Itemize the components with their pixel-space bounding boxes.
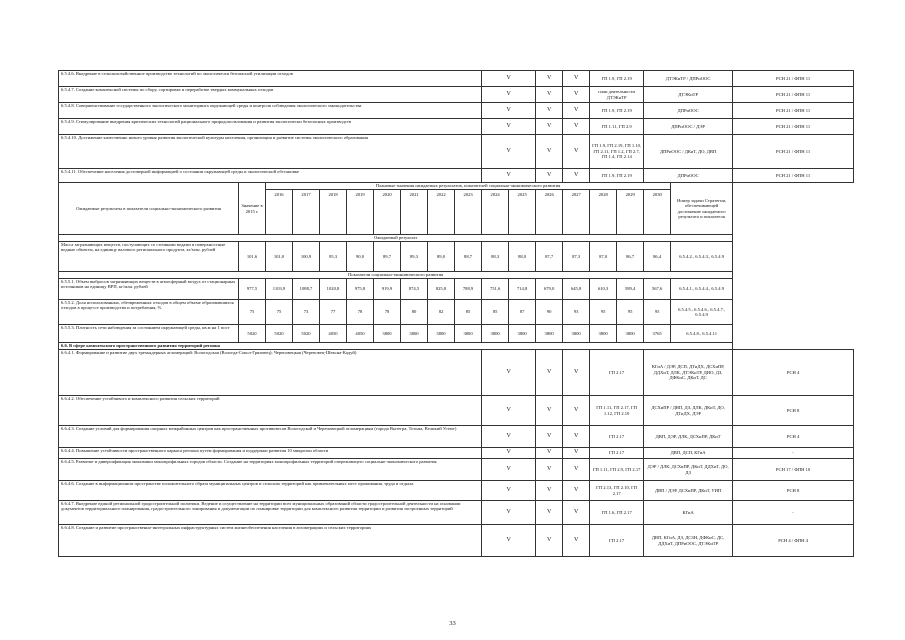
measure-row xyxy=(59,135,854,169)
indicator-value: 95 xyxy=(590,300,617,325)
measure-text: 6.6.4.4. Повышение устойчивости пространственного каркаса региона путем формирования и поддержки развития 10 микрозон области xyxy=(59,448,482,459)
responsible: ДПРиООС xyxy=(644,169,733,183)
period-mark: V xyxy=(563,103,590,119)
state-program: ГП 1.6, ГП 2.17 xyxy=(590,501,644,525)
state-program: ГП 1.11, ГП 2.9, ГП 2.17 xyxy=(590,459,644,481)
document-ref: - xyxy=(733,448,854,459)
indicator-value: 751,6 xyxy=(482,279,509,300)
indicator-value: 80 xyxy=(401,300,428,325)
responsible: ДПРиООС / ДКиТ, ДО, ДВП xyxy=(644,135,733,169)
period-mark: V xyxy=(563,350,590,396)
period-mark: V xyxy=(482,119,536,135)
indicator-value: 610,3 xyxy=(590,279,617,300)
results-subheader: Показатели социально-экономического развития xyxy=(59,272,733,279)
period-mark: V xyxy=(482,169,536,183)
measure-row xyxy=(59,396,854,426)
measure-text: 6.5.4.10. Достижение качественно нового уровня развития экологической культуры населения, организация и развитие системы экологического образования xyxy=(59,135,482,169)
section-6-6 xyxy=(59,343,854,350)
period-mark: V xyxy=(563,119,590,135)
value-2015-header: Значение в 2015 г. xyxy=(239,183,266,235)
indicator-value: 4050 xyxy=(320,325,347,343)
indicator-row xyxy=(59,279,854,300)
years-row xyxy=(266,190,670,234)
measure-row xyxy=(59,525,854,557)
measure-row xyxy=(59,169,854,183)
measure-row xyxy=(59,71,854,87)
indicator-value: 3800 xyxy=(482,325,509,343)
indicator-value: 77 xyxy=(320,300,347,325)
period-mark: V xyxy=(563,71,590,87)
task-number: 6.5.4.5., 6.5.4.6., 6.5.4.7., 6.5.4.9 xyxy=(671,300,733,325)
indicator-value: 88,7 xyxy=(455,242,482,272)
indicator-value: 75 xyxy=(239,300,266,325)
document-ref: РСН 4 / ФПН 4 xyxy=(733,525,854,557)
document-ref: РСН 17 / ФПН 10 xyxy=(733,459,854,481)
results-header-label: Ожидаемые результаты в показатели социально-экономического развития xyxy=(59,183,239,235)
indicator-value: 567,6 xyxy=(644,279,671,300)
indicator-value: 78 xyxy=(347,300,374,325)
results-block xyxy=(59,183,854,235)
measures-bottom xyxy=(59,350,854,557)
indicator-value: 82 xyxy=(428,300,455,325)
responsible: ДТЭКиТР / ДПРиООС xyxy=(644,71,733,87)
year-header: 2025 xyxy=(508,190,535,234)
indicator-value: 95,3 xyxy=(320,242,347,272)
measure-text: 6.5.4.8. Совершенствование государственного экологического мониторинга окружающей среды и контроля соблюдения экологического законодательства xyxy=(59,103,482,119)
period-mark: V xyxy=(563,501,590,525)
period-mark: V xyxy=(563,426,590,448)
document-ref: РСН 4 xyxy=(733,426,854,448)
planned-title: Плановые значения ожидаемых результатов, показателей социально-экономического развития xyxy=(266,183,670,190)
period-mark: V xyxy=(536,103,563,119)
responsible: КГиА / ДЭР, ДСП, ДТиДХ, ДСХиПР, ДДХиТ, ДЛК, ДТЭКиТР, ДИО, ДЗ, ДФКиС, ДКиТ, ДС xyxy=(644,350,733,396)
measures-top xyxy=(59,71,854,183)
indicator-value: 3800 xyxy=(563,325,590,343)
measure-text: 6.5.4.7. Создание комплексной системы по сбору, сортировке и переработке твердых коммунальных отходов xyxy=(59,87,482,103)
indicator-value: 73 xyxy=(293,300,320,325)
period-mark: V xyxy=(482,350,536,396)
year-header: 2028 xyxy=(589,190,616,234)
section-title: 6.6. В сфере комплексного пространственного развития территорий региона xyxy=(59,343,733,350)
indicator-value: 679,0 xyxy=(536,279,563,300)
period-mark: V xyxy=(563,87,590,103)
period-mark: V xyxy=(563,169,590,183)
year-header: 2027 xyxy=(562,190,589,234)
task-number: 6.5.4.8., 6.5.4.11 xyxy=(671,325,733,343)
period-mark: V xyxy=(482,426,536,448)
indicator-value: 3800 xyxy=(428,325,455,343)
period-mark: V xyxy=(563,481,590,501)
period-mark: V xyxy=(563,525,590,557)
period-mark: V xyxy=(536,481,563,501)
results-subheader-row xyxy=(59,235,854,242)
state-program: ГП 1.9, ГП 2.19, ГП 1.10, ГП 2.11, ГП 1.2, ГП 2.7, ГП 1.4, ГП 2.14 xyxy=(590,135,644,169)
responsible: ДСХиПР / ДВП, ДЗ, ДЛК, ДКиТ, ДО, ДТиДХ, ДЭР xyxy=(644,396,733,426)
period-mark: V xyxy=(536,459,563,481)
measure-text: 6.5.4.9. Стимулирование внедрения критических технологий рационального природопользования и развития экологически безопасных производств xyxy=(59,119,482,135)
indicator-value: 5020 xyxy=(266,325,293,343)
state-program: ГП 2.17 xyxy=(590,350,644,396)
measure-row xyxy=(59,481,854,501)
state-program: ГП 2.17 xyxy=(590,426,644,448)
measure-text: 6.5.4.6. Внедрение в сельскохозяйственное производство технологий по экологически безопасной утилизации отходов xyxy=(59,71,482,87)
indicator-value: 3800 xyxy=(509,325,536,343)
year-header: 2016 xyxy=(274,192,284,197)
indicator-value: 87 xyxy=(509,300,536,325)
indicator-name: 6.5.5.3. Плотность сети наблюдения за состоянием окружающей среды, кв.м на 1 пост xyxy=(59,325,239,343)
indicator-value: 86,4 xyxy=(644,242,671,272)
period-mark: V xyxy=(482,103,536,119)
indicator-value: 714,8 xyxy=(509,279,536,300)
indicator-value: 87,3 xyxy=(563,242,590,272)
document-ref: РСН 8 xyxy=(733,481,854,501)
state-program: ГП 1.11, ГП 2.17, ГП 1.12, ГП 2.10 xyxy=(590,396,644,426)
measure-text: 6.6.4.6. Создание в информационном пространстве положительного образа муниципальных центров и сельских территорий как привлекательных мест проживания, труда и отдыха xyxy=(59,481,482,501)
indicator-value: 3800 xyxy=(401,325,428,343)
responsible: ДВП, ДЭР, ДЛК, ДСХиПР, ДКиТ xyxy=(644,426,733,448)
period-mark: V xyxy=(482,459,536,481)
results-rows xyxy=(59,235,854,343)
period-mark: V xyxy=(563,448,590,459)
indicator-value: 95 xyxy=(617,300,644,325)
strategy-table xyxy=(58,70,854,557)
task-number: 6.5.4.1., 6.5.4.4., 6.5.4.9 xyxy=(671,279,733,300)
period-mark: V xyxy=(536,71,563,87)
indicator-value: 88,0 xyxy=(509,242,536,272)
task-number: 6.5.4.2., 6.5.4.3., 6.5.4.9 xyxy=(671,242,733,272)
year-header: 2026 xyxy=(535,190,562,234)
document-ref: РСН 8 xyxy=(733,396,854,426)
measure-row xyxy=(59,350,854,396)
indicator-value: 645,8 xyxy=(563,279,590,300)
indicator-value: 5020 xyxy=(239,325,266,343)
indicator-value: 95 xyxy=(644,300,671,325)
results-subheader: Ожидаемый результат xyxy=(59,235,733,242)
responsible: КГиА xyxy=(644,501,733,525)
responsible: ДВП, КГиА, ДЗ, ДСЗН, ДФКиС, ДС, ДДХиТ, ДПРиООС, ДТЭКиТР xyxy=(644,525,733,557)
measure-text: 6.6.4.8. Создание и развитие пространственно-интегральных инфраструктурных систем жизнеобеспечения населения в агломерациях и сельских территориях xyxy=(59,525,482,557)
period-mark: V xyxy=(536,525,563,557)
responsible: ДВП, ДСП, КГиА xyxy=(644,448,733,459)
period-mark: V xyxy=(482,87,536,103)
period-mark: V xyxy=(482,71,536,87)
results-subheader-row xyxy=(59,272,854,279)
indicator-value: 919,9 xyxy=(374,279,401,300)
year-header: 2021 xyxy=(400,190,427,234)
period-mark: V xyxy=(563,396,590,426)
indicator-value: 4050 xyxy=(347,325,374,343)
year-header: 2017 xyxy=(292,190,319,234)
period-mark: V xyxy=(536,135,563,169)
indicator-value: 101,0 xyxy=(266,242,293,272)
period-mark: V xyxy=(536,119,563,135)
year-header: 2020 xyxy=(373,190,400,234)
indicator-value: 1088,7 xyxy=(293,279,320,300)
year-header: 2029 xyxy=(616,190,643,234)
indicator-value: 93 xyxy=(563,300,590,325)
indicator-value: 90 xyxy=(536,300,563,325)
indicator-value: 975,8 xyxy=(347,279,374,300)
measure-row xyxy=(59,87,854,103)
year-header: 2023 xyxy=(454,190,481,234)
year-header: 2024 xyxy=(481,190,508,234)
indicator-value: 3800 xyxy=(536,325,563,343)
indicator-value: 85 xyxy=(455,300,482,325)
period-mark: V xyxy=(482,135,536,169)
task-number-header: Номер задачи Стратегии, обеспечивающей достижение ожидаемого результата и показателя xyxy=(671,183,733,235)
document-ref: РСН 21 / ФПН 11 xyxy=(733,87,854,103)
year-header: 2030 xyxy=(643,190,670,234)
state-program: ГП 1.9, ГП 2.19 xyxy=(590,103,644,119)
responsible: ДВП / ДЭР, ДСХиПР, ДКиТ, УИП xyxy=(644,481,733,501)
indicator-row xyxy=(59,325,854,343)
measure-text: 6.6.4.5. Развитие и диверсификация экономики монопрофильных городов области. Создание на территориях монопрофильных территорий опережающего социально-экономического развития xyxy=(59,459,482,481)
measure-row xyxy=(59,448,854,459)
indicator-value: 874,5 xyxy=(401,279,428,300)
indicator-value: 78 xyxy=(374,300,401,325)
measure-row xyxy=(59,426,854,448)
indicator-name: Масса загрязняющих веществ, поступающих со сточными водами в поверхностные водные объекты, на единицу валового регионального продукта, кг/млн. рублей xyxy=(59,242,239,272)
document-ref: РСН 21 / ФПН 11 xyxy=(733,119,854,135)
indicator-value: 3800 xyxy=(590,325,617,343)
indicator-value: 3800 xyxy=(374,325,401,343)
indicator-value: 101,6 xyxy=(239,242,266,272)
indicator-name: 6.5.5.1. Объем выбросов загрязняющих веществ в атмосферный воздух от стационарных источников на единицу ВРП, кг/млн. рублей xyxy=(59,279,239,300)
indicator-row xyxy=(59,300,854,325)
period-mark: V xyxy=(536,426,563,448)
measure-row xyxy=(59,501,854,525)
state-program: план деятельности ДТЭКиТР xyxy=(590,87,644,103)
document-ref: РСН 21 / ФПН 11 xyxy=(733,103,854,119)
period-mark: V xyxy=(536,169,563,183)
state-program: ГП 2.17 xyxy=(590,525,644,557)
measure-row xyxy=(59,459,854,481)
indicator-value: 89,7 xyxy=(374,242,401,272)
indicator-value: 3800 xyxy=(455,325,482,343)
responsible: ДПРиООС / ДЭР xyxy=(644,119,733,135)
year-header: 2019 xyxy=(346,190,373,234)
period-mark: V xyxy=(536,87,563,103)
indicator-value: 89,3 xyxy=(401,242,428,272)
state-program: ГП 1.9, ГП 2.19 xyxy=(590,71,644,87)
indicator-value: 589,4 xyxy=(617,279,644,300)
indicator-value: 100,9 xyxy=(293,242,320,272)
state-program: ГП 2.13, ГП 2.10, ГП 2.17 xyxy=(590,481,644,501)
indicator-value: 825,8 xyxy=(428,279,455,300)
document-page xyxy=(58,70,854,557)
responsible: ДПРиООС xyxy=(644,103,733,119)
period-mark: V xyxy=(482,501,536,525)
indicator-value: 85 xyxy=(482,300,509,325)
indicator-value: 788,9 xyxy=(455,279,482,300)
document-ref: РСН 21 / ФПН 11 xyxy=(733,135,854,169)
indicator-value: 1103,9 xyxy=(266,279,293,300)
responsible: ДЭР / ДЛК, ДСХиПР, ДКиТ, ДДХиТ, ДО, ДЗ xyxy=(644,459,733,481)
year-header: 2018 xyxy=(319,190,346,234)
measure-text: 6.6.4.2. Обеспечение устойчивого и комплексного развития сельских территорий xyxy=(59,396,482,426)
period-mark: V xyxy=(563,135,590,169)
document-ref: - xyxy=(733,501,854,525)
period-mark: V xyxy=(536,350,563,396)
period-mark: V xyxy=(482,481,536,501)
indicator-value: 87,7 xyxy=(536,242,563,272)
indicator-name: 6.5.5.2. Доля использованных, обезвреженных отходов в общем объеме образовавшихся отходов в процессе производства и потребления, % xyxy=(59,300,239,325)
period-mark: V xyxy=(563,459,590,481)
measure-text: 6.6.4.3. Создание условий для формирования опорных межрайонных центров как пространственных противовесов Вологодской и Череповецкой агломерациям (города Вытегра, Тотьма, Великий Устюг) xyxy=(59,426,482,448)
period-mark: V xyxy=(482,525,536,557)
indicator-row xyxy=(59,242,854,272)
year-header: 2022 xyxy=(427,190,454,234)
document-ref: РСН 4 xyxy=(733,350,854,396)
indicator-value: 977,5 xyxy=(239,279,266,300)
indicator-value: 5020 xyxy=(293,325,320,343)
indicator-value: 86,7 xyxy=(617,242,644,272)
measure-row xyxy=(59,119,854,135)
planned-values-header xyxy=(266,183,671,235)
indicator-value: 90,0 xyxy=(347,242,374,272)
document-ref: РСН 21 / ФПН 11 xyxy=(733,71,854,87)
indicator-value: 88,3 xyxy=(482,242,509,272)
measure-text: 6.6.4.1. Формирование и развитие двух трехъядерных агломераций: Вологодская (Вологда-Сокол-Грязовец); Череповецкая (Череповец-Шексна-Кадуй) xyxy=(59,350,482,396)
indicator-value: 75 xyxy=(266,300,293,325)
period-mark: V xyxy=(536,501,563,525)
indicator-value: 3800 xyxy=(617,325,644,343)
period-mark: V xyxy=(482,396,536,426)
responsible: ДТЭКиТР xyxy=(644,87,733,103)
indicator-value: 89,0 xyxy=(428,242,455,272)
state-program: ГП 1.11, ГП 2.9 xyxy=(590,119,644,135)
page-number: 33 xyxy=(449,620,456,627)
indicator-value: 3765 xyxy=(644,325,671,343)
period-mark: V xyxy=(482,448,536,459)
measure-row xyxy=(59,103,854,119)
state-program: ГП 2.17 xyxy=(590,448,644,459)
measure-text: 6.5.4.11. Обеспечение населения достоверной информацией о состоянии окружающей среды и экологической обстановке xyxy=(59,169,482,183)
indicator-value: 1020,8 xyxy=(320,279,347,300)
document-ref: РСН 21 / ФПН 11 xyxy=(733,169,854,183)
measure-text: 6.6.4.7. Внедрение единой региональной градостроительной политики. Ведение и осуществление на территории всех муниципальных образований области градостроительной деятельности на основании документов территориального планирования, градостроительного зонирования и документации по планировке территории для комплексного развития территории и развития застроенных территорий xyxy=(59,501,482,525)
indicator-value: 87,0 xyxy=(590,242,617,272)
period-mark: V xyxy=(536,396,563,426)
state-program: ГП 1.9, ГП 2.19 xyxy=(590,169,644,183)
period-mark: V xyxy=(536,448,563,459)
